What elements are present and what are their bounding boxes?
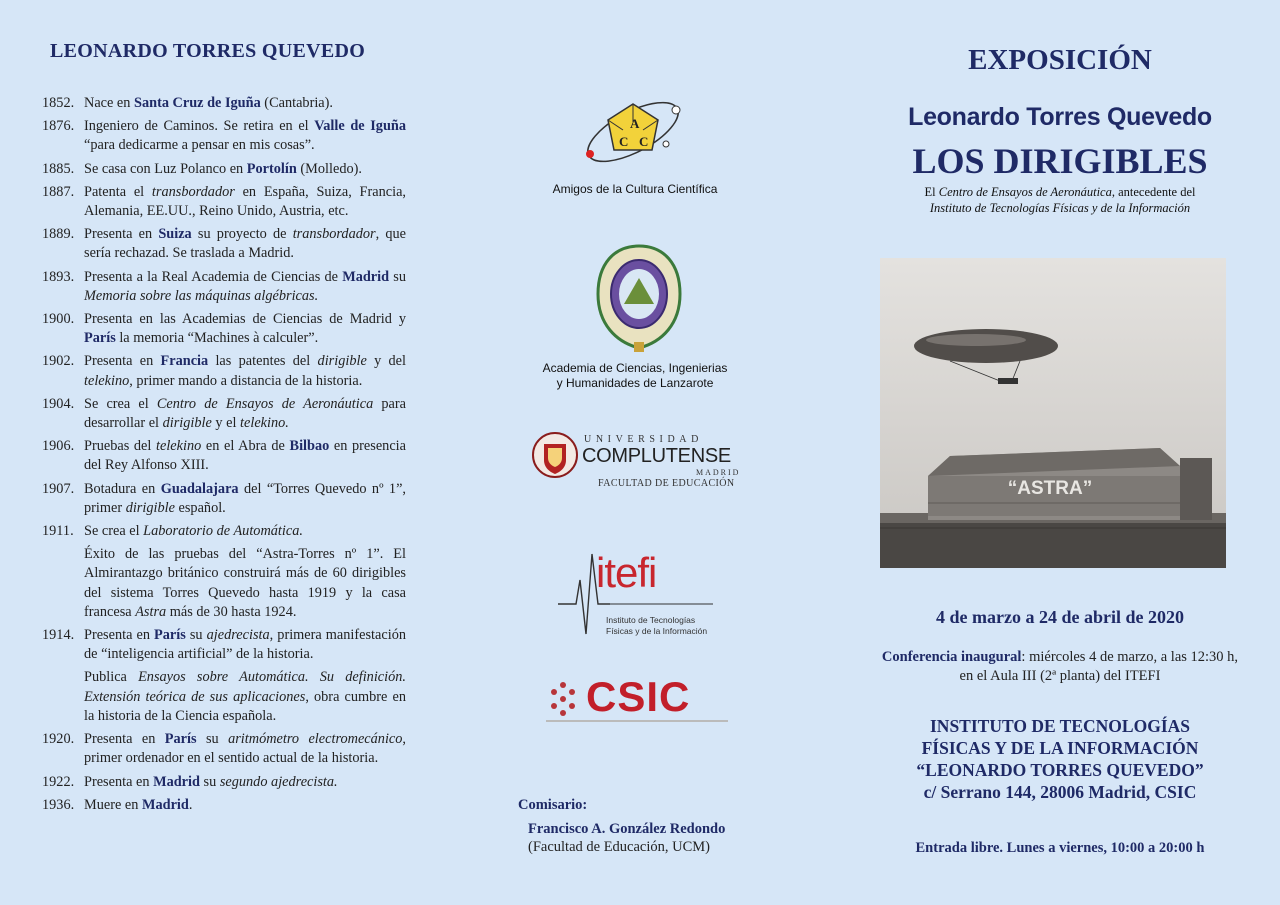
exhibition-heading: EXPOSICIÓN	[968, 44, 1152, 76]
exhibition-panel	[840, 0, 1280, 905]
ucm-logo	[532, 428, 747, 496]
timeline-fragment: Se crea el	[84, 395, 157, 412]
work-title: ajedrecista	[206, 627, 270, 644]
timeline-text	[84, 160, 406, 179]
timeline-entry	[42, 480, 406, 518]
exhibition-note	[840, 184, 1280, 216]
timeline-entry	[42, 268, 406, 306]
institute-line2: FÍSICAS Y DE LA INFORMACIÓN	[921, 738, 1199, 758]
timeline-year: 1887.	[42, 183, 75, 200]
timeline-fragment: Éxito de las pruebas del “Astra-Torres nº 1”. El Almirantazgo británico construirá más de 60 dirigibles del sistema Torres Quevedo hasta 1919 y la casa francesa	[84, 546, 406, 620]
place-name: Madrid	[141, 796, 189, 813]
acc-emblem-icon	[578, 92, 688, 172]
timeline-year: 1906.	[42, 438, 75, 455]
itefi-line2: Físicas y de la Información	[606, 626, 708, 636]
timeline-year: 1904.	[42, 395, 75, 412]
timeline-continuation	[84, 668, 406, 726]
ucm-line4: FACULTAD DE EDUCACIÓN	[598, 478, 735, 489]
place-name: Francia	[160, 353, 209, 370]
timeline-fragment: .	[188, 796, 193, 813]
timeline-entry	[42, 773, 406, 792]
timeline-fragment: su	[389, 268, 406, 285]
work-title: segundo ajedrecista.	[219, 773, 338, 790]
timeline-year: 1907.	[42, 480, 75, 497]
timeline-fragment: Presenta en	[84, 226, 159, 243]
timeline-fragment: su	[196, 731, 229, 748]
place-name: París	[164, 731, 197, 748]
timeline-text	[84, 773, 406, 792]
timeline-entry	[42, 183, 406, 221]
timeline-fragment: para desarrollar el	[84, 395, 406, 432]
timeline-text	[84, 730, 406, 768]
work-title: telekino	[84, 372, 130, 389]
work-title: dirigible	[125, 499, 175, 516]
academia-caption-line1: Academia de Ciencias, Ingenierias	[542, 361, 728, 375]
academia-seal-icon	[594, 242, 684, 354]
left-panel	[0, 0, 430, 905]
timeline-fragment: Se crea el	[84, 523, 144, 540]
timeline-entry	[42, 352, 406, 390]
hangar-sign: “ASTRA”	[1007, 478, 1093, 499]
timeline-fragment: y el	[211, 415, 241, 432]
timeline-fragment: Muere en	[84, 796, 142, 813]
comisario-block	[518, 796, 818, 856]
timeline-fragment: Presenta en	[84, 627, 155, 644]
timeline-year: 1900.	[42, 311, 75, 328]
ucm-line1: UNIVERSIDAD	[584, 434, 703, 445]
timeline-list	[42, 94, 406, 819]
work-title: transbordador	[292, 226, 376, 243]
timeline-fragment: Presenta en	[84, 773, 154, 790]
timeline-entry	[42, 437, 406, 475]
timeline-fragment: en el Abra de	[201, 438, 290, 455]
timeline-entry	[42, 522, 406, 541]
place-name: Portolín	[246, 160, 297, 177]
timeline-fragment: en presencia del Rey Alfonso XIII.	[84, 438, 406, 474]
csic-logo	[546, 673, 736, 726]
institute-line1: INSTITUTO DE TECNOLOGÍAS	[930, 716, 1190, 736]
itefi-line1: Instituto de Tecnologías	[606, 615, 696, 625]
timeline-year: 1914.	[42, 627, 75, 644]
note-part-c: , antecedente del	[1111, 185, 1196, 199]
timeline-year: 1911.	[42, 523, 74, 540]
timeline-fragment: más de 30 hasta 1924.	[166, 603, 297, 620]
acc-letter-a: A	[630, 116, 640, 131]
airship-photo	[880, 258, 1226, 568]
conference-label: Conferencia inaugural	[881, 649, 1022, 665]
timeline-year: 1893.	[42, 268, 75, 285]
timeline-text	[84, 225, 406, 263]
timeline-text	[84, 94, 406, 113]
timeline-fragment: (Cantabria).	[260, 95, 333, 111]
timeline-year: 1876.	[42, 118, 75, 135]
timeline-fragment: su proyecto de	[191, 226, 293, 243]
timeline-text	[84, 117, 406, 155]
work-title: Astra	[135, 603, 167, 620]
acc-letter-c1: C	[619, 134, 629, 149]
timeline-entry	[42, 94, 406, 113]
ucm-line3: MADRID	[696, 468, 741, 477]
itefi-wordmark: itefi	[596, 549, 657, 596]
timeline-fragment: , obra cumbre en la historia de la Ciencia española.	[84, 688, 406, 724]
itefi-subtitle	[606, 615, 707, 637]
timeline-year: 1920.	[42, 731, 75, 748]
timeline-fragment: Presenta a la Real Academia de Ciencias de	[84, 268, 343, 285]
work-title: telekino.	[240, 415, 289, 432]
timeline-text	[84, 352, 406, 390]
ucm-line2: COMPLUTENSE	[582, 445, 731, 467]
timeline-fragment: “para dedicarme a pensar en mis cosas”.	[84, 137, 315, 154]
csic-wordmark: CSIC	[586, 673, 691, 720]
timeline-entry	[42, 160, 406, 179]
ucm-crest-icon	[532, 428, 578, 482]
academia-seal	[594, 242, 684, 354]
work-title: Laboratorio de Automática.	[143, 523, 303, 540]
timeline-fragment: la memoria “Machines à calculer”.	[115, 330, 319, 347]
place-name: París	[154, 627, 186, 644]
work-title: Centro de Ensayos de Aeronáutica	[156, 395, 374, 412]
acc-caption: Amigos de la Cultura Científica	[552, 182, 718, 196]
timeline-fragment: Nace en	[84, 95, 135, 111]
timeline-fragment: Se casa con Luz Polanco en	[84, 160, 247, 177]
timeline-fragment: su	[185, 627, 207, 644]
csic-underline	[546, 720, 728, 722]
timeline-fragment: y del	[366, 353, 406, 370]
exhibition-dates: 4 de marzo a 24 de abril de 2020	[936, 607, 1184, 627]
timeline-text	[84, 268, 406, 306]
timeline-text	[84, 395, 406, 433]
note-part-a: El	[924, 185, 939, 199]
academia-caption-line2: y Humanidades de Lanzarote	[556, 376, 714, 390]
itefi-logo	[558, 544, 718, 644]
place-name: Madrid	[342, 268, 390, 285]
timeline-year: 1885.	[42, 160, 75, 177]
timeline-year: 1922.	[42, 773, 75, 790]
note-part-b: Centro de Ensayos de Aeronáutica	[938, 185, 1112, 199]
place-name: Santa Cruz de Iguña	[134, 95, 261, 111]
timeline-entry	[42, 310, 406, 348]
work-title: dirigible	[317, 353, 367, 370]
timeline-text	[84, 796, 406, 815]
airship-hangar-image	[880, 258, 1226, 568]
timeline-fragment: , primera manifestación de “inteligencia artificial” de la historia.	[84, 627, 406, 663]
acc-logo	[578, 92, 688, 172]
timeline-fragment: Presenta en	[84, 731, 165, 748]
place-name: Suiza	[158, 226, 192, 243]
timeline-text	[84, 437, 406, 475]
timeline-continuation	[84, 545, 406, 622]
work-title: aritmómetro electromecánico	[228, 731, 403, 748]
timeline-entry	[42, 225, 406, 263]
timeline-year: 1902.	[42, 353, 75, 370]
timeline-fragment: , que sería rechazad. Se traslada a Madrid.	[84, 226, 407, 262]
timeline-fragment: español.	[174, 499, 226, 516]
place-name: Bilbao	[289, 438, 330, 455]
timeline-text	[84, 183, 406, 221]
timeline-year: 1936.	[42, 796, 75, 813]
timeline-text	[84, 522, 406, 541]
timeline-fragment: , primer ordenador en el sentido actual de la historia.	[84, 731, 406, 767]
timeline-entry	[42, 117, 406, 155]
timeline-fragment: Ingeniero de Caminos. Se retira en el	[84, 118, 315, 135]
timeline-fragment: las patentes del	[208, 353, 318, 370]
timeline-entry	[42, 395, 406, 433]
timeline-fragment: Pruebas del	[84, 438, 156, 455]
work-title: telekino	[156, 438, 202, 455]
comisario-name: Francisco A. González Redondo	[528, 821, 726, 837]
timeline-fragment: Publica	[84, 669, 139, 686]
institute-line3: “LEONARDO TORRES QUEVEDO”	[916, 760, 1204, 780]
timeline-year: 1852.	[42, 95, 75, 111]
timeline-fragment: (Molledo).	[296, 160, 362, 177]
comisario-label: Comisario:	[518, 797, 588, 813]
institute-line4: c/ Serrano 144, 28006 Madrid, CSIC	[923, 782, 1197, 802]
timeline-entry	[42, 626, 406, 664]
timeline-fragment: Presenta en las Academias de Ciencias de Madrid y	[84, 311, 406, 328]
academia-caption	[520, 361, 750, 391]
work-title: Memoria sobre las máquinas algébricas.	[84, 287, 319, 304]
conference-detail: : miércoles 4 de marzo, a las 12:30 h, en el Aula III (2ª planta) del ITEFI	[959, 649, 1239, 684]
timeline-fragment: del “Torres Quevedo nº 1”, primer	[84, 480, 406, 516]
place-name: Valle de Iguña	[314, 118, 406, 135]
opening-hours: Entrada libre. Lunes a viernes, 10:00 a 20:00 h	[915, 840, 1205, 856]
work-title: transbordador	[151, 183, 235, 200]
comisario-affiliation: (Facultad de Educación, UCM)	[528, 839, 711, 855]
timeline-text	[84, 480, 406, 518]
timeline-fragment: Botadura en	[84, 480, 161, 497]
acc-letter-c2: C	[639, 134, 649, 149]
timeline-entry	[42, 796, 406, 815]
timeline-year: 1889.	[42, 226, 75, 243]
work-title: Ensayos sobre Automática. Su definición. Extensión teórica de sus aplicaciones	[84, 669, 406, 705]
timeline-text	[84, 310, 406, 348]
timeline-title: LEONARDO TORRES QUEVEDO	[50, 40, 366, 62]
exhibition-subtitle: Leonardo Torres Quevedo	[908, 103, 1212, 131]
timeline-text	[84, 626, 406, 664]
place-name: París	[84, 330, 116, 347]
timeline-fragment: Patenta el	[84, 183, 152, 200]
exhibition-title: LOS DIRIGIBLES	[912, 141, 1208, 181]
work-title: dirigible	[162, 415, 212, 432]
place-name: Madrid	[153, 773, 200, 790]
institute-address	[840, 715, 1280, 803]
conference-info	[880, 648, 1240, 686]
csic-emblem-icon	[546, 680, 580, 718]
timeline-fragment: , primer mando a distancia de la historia.	[129, 372, 363, 389]
logos-panel	[430, 0, 830, 905]
timeline-fragment: su	[199, 773, 220, 790]
place-name: Guadalajara	[160, 480, 239, 497]
timeline-entry	[42, 730, 406, 768]
timeline-fragment: Presenta en	[84, 353, 161, 370]
timeline-fragment: en España, Suiza, Francia, Alemania, EE.UU., Reino Unido, Austria, etc.	[84, 183, 406, 220]
note-part-d: Instituto de Tecnologías Físicas y de la Información	[929, 201, 1191, 215]
